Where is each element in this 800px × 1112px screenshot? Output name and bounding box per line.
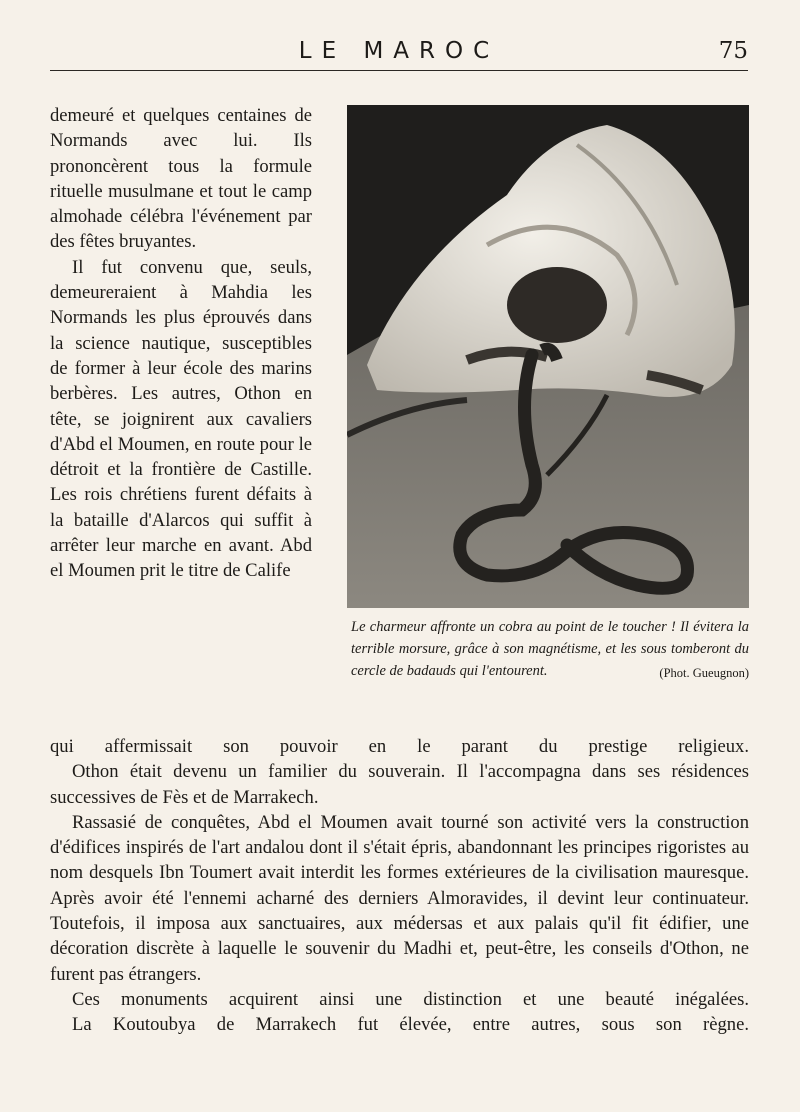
snake-charmer-photo [347, 105, 749, 608]
paragraph: demeuré et quelques centaines de Normands avec lui. Ils prononcèrent tous la formule rituelle musulmane et tout le camp almohade célébra l'événement par des fêtes bruyantes. [50, 105, 312, 253]
page-number: 75 [718, 38, 748, 64]
paragraph: Othon était devenu un familier du souverain. Il l'accompagna dans ses résidences successives de Fès et de Marrakech. [50, 761, 749, 808]
running-title: LE MAROC [298, 38, 500, 64]
paragraph: qui affermissait son pouvoir en le parant du prestige religieux. [50, 736, 749, 757]
caption-text: Le charmeur affronte un cobra au point de le toucher ! Il évitera la terrible morsure, grâce à son magnétisme, et les sous tomberont du cercle de badauds qui l'entourent. [351, 619, 749, 679]
full-width-text [50, 734, 749, 1038]
paragraph: La Koutoubya de Marrakech fut élevée, entre autres, sous son règne. [72, 1014, 749, 1036]
left-column [50, 103, 312, 584]
paragraph: Il fut convenu que, seuls, demeureraient à Mahdia les Normands les plus éprouvés dans la science nautique, susceptibles de former à leur école des marins berbères. Les autres, Othon en tête, se joignirent aux cavaliers d'Abd el Moumen, en route pour le détroit et la frontière de Castille. Les rois chrétiens furent défaits à la bataille d'Alarcos qui suffit à arrêter leur marche en avant. Abd el Moumen prit le titre de Calife [50, 256, 312, 582]
photo-credit: (Phot. Gueugnon) [659, 666, 749, 680]
photo-caption [347, 616, 749, 682]
figure [347, 105, 749, 684]
paragraph: Ces monuments acquirent ainsi une distinction et une beauté inégalées. [72, 988, 749, 1010]
paragraph: Rassasié de conquêtes, Abd el Moumen avait tourné son activité vers la construction d'édifices inspirés de l'art andalou dont il s'était épris, abandonnant les principes rigoristes au nom desquels Ibn Toumert avait interdit les formes extérieures de la civilisation mauresque. Après avoir été l'ennemi acharné des derniers Almoravides, il devint leur continuateur. Toutefois, il imposa aux sanctuaires, aux médersas et aux palais qu'il fit édifier, une décoration discrète à laquelle le souvenir du Madhi et, peut-être, les conseils d'Othon, ne furent pas étrangers. [50, 811, 749, 985]
running-header [50, 34, 748, 71]
